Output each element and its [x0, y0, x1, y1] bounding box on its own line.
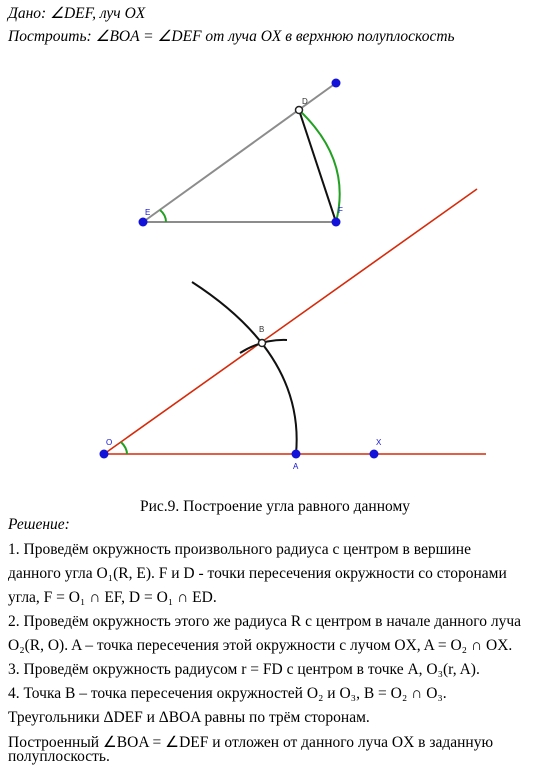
segment-df — [299, 110, 336, 222]
label-a: A — [293, 462, 299, 471]
given-label: Дано: — [8, 5, 47, 22]
point-f — [332, 218, 341, 227]
step4-line1: 4. Точка B – точка пересечения окружностей O₂ и O₃, B = O₂ ∩ O₃. — [8, 685, 447, 702]
step1-line1: 1. Проведём окружность произвольного радиуса с центром в вершине — [8, 541, 471, 558]
point-b — [259, 340, 266, 347]
arc-o2 — [192, 282, 297, 454]
label-o: O — [106, 438, 113, 447]
step2-line2: O₂(R, O). A – точка пересечения этой окружности с лучом OX, A = O₂ ∩ OX. — [8, 637, 513, 654]
label-x: X — [376, 438, 382, 447]
ray-end-point — [332, 79, 341, 88]
step1-line2: данного угла O₁(R, E). F и D - точки пересечения окружности со сторонами — [8, 565, 507, 582]
solution-heading: Решение: — [8, 516, 70, 533]
given-line — [8, 4, 145, 23]
label-b: B — [259, 325, 265, 334]
point-x — [370, 450, 379, 459]
conclusion-line1: Построенный ∠BOA = ∠DEF и отложен от данного луча OX в заданную — [8, 734, 494, 751]
point-a — [292, 450, 301, 459]
angle-e-mark — [160, 210, 166, 222]
label-e: E — [145, 208, 151, 217]
step2-line1: 2. Проведём окружность этого же радиуса R с центром в начале данного луча — [8, 613, 522, 630]
construction-figure — [0, 60, 550, 500]
construct-text: ∠BOA = ∠DEF от луча OX в верхнюю полуплоскость — [95, 28, 455, 45]
point-d — [296, 107, 303, 114]
step4-line2: Треугольники ΔDEF и ΔBOA равны по трём сторонам. — [8, 709, 370, 726]
point-o — [100, 450, 109, 459]
ray-ob — [104, 189, 477, 454]
construct-line — [8, 27, 455, 46]
construct-label: Построить: — [8, 28, 92, 45]
step1-line3: угла, F = O₁ ∩ EF, D = O₁ ∩ ED. — [8, 589, 217, 606]
conclusion-line2: полуплоскость. — [8, 748, 110, 765]
given-text: ∠DEF, луч OX — [50, 5, 146, 22]
step3-line: 3. Проведём окружность радиусом r = FD с центром в точке A, O₃(r, A). — [8, 661, 480, 678]
label-f: F — [338, 206, 343, 215]
point-e — [139, 218, 148, 227]
angle-o-mark — [121, 442, 127, 454]
label-d: D — [302, 97, 308, 106]
figure-caption: Рис.9. Построение угла равного данному — [139, 498, 411, 515]
